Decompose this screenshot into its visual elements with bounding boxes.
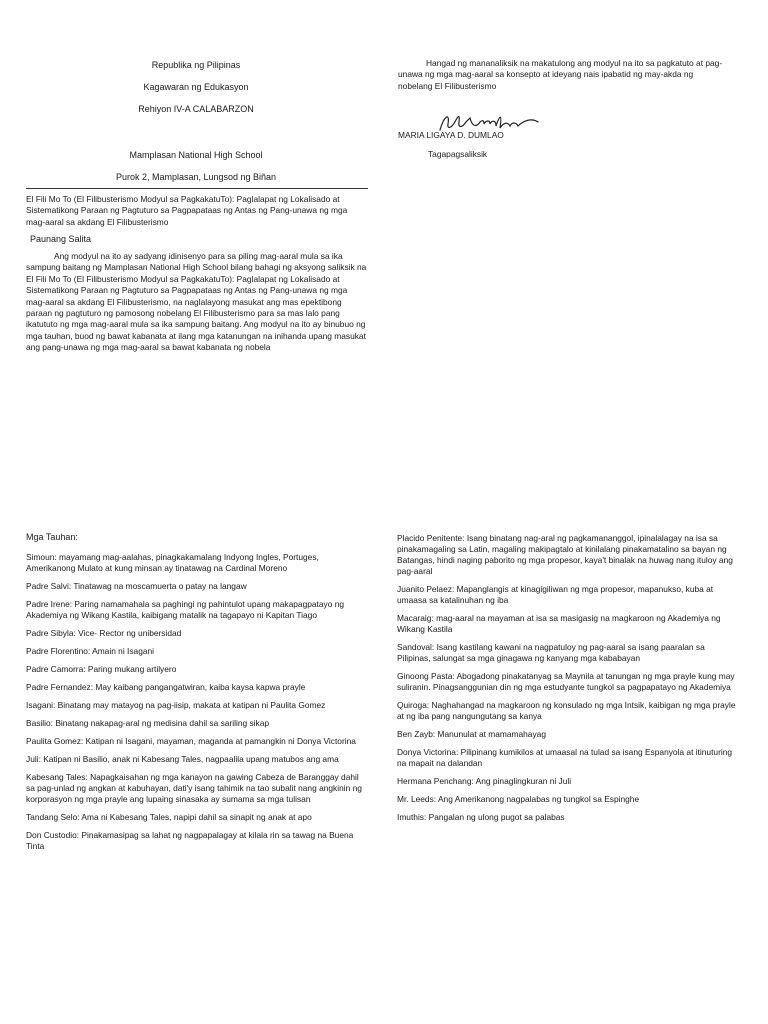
header-republic: Republika ng Pilipinas: [151, 60, 241, 70]
character-entry: Padre Fernandez: May kaibang pangangatwiran, kaiba kaysa kapwa prayle: [26, 682, 306, 692]
character-entry: Juli: Katipan ni Basilio, anak ni Kabesang Tales, nagpaalila upang matubos ang ama: [26, 754, 339, 764]
module-title: El Fili Mo To (El Filibusterismo Modyul sa PagkakatuTo): Paglalapat ng Lokalisado at Sistematikong Paraan ng Pagtuturo sa Pagpapataas ng Antas ng Pang-unawa ng mga mag-aaral sa akdang El Filibusterismo: [26, 194, 348, 227]
foreword-heading: Paunang Salita: [30, 234, 92, 244]
right-intro: Hangad ng mananaliksik na makatulong ang modyul na ito sa pagkatuto at pag-unawa ng mga mag-aaral sa konsepto at ideyang nais ipabatid ng may-akda ng nobelang El Filibusterismo: [398, 58, 723, 91]
signatory-role: Tagapagsaliksik: [428, 149, 488, 159]
character-entry: Sandoval: Isang kastilang kawani na nagpatuloy ng pag-aaral sa isang paaralan sa Pilipinas, salungat sa mga ginagawa ng kanyang mga kababayan: [397, 642, 705, 663]
characters-left-list: [26, 552, 368, 859]
header-school: Mamplasan National High School: [129, 150, 263, 160]
character-entry: Kabesang Tales: Napagkaisahan ng mga kanayon na gawing Cabeza de Baranggay dahil sa pag-unlad ng angkan at kabuhayan, dati'y isang tahimik na tao subalit nang angkinin ng korporasyon ng mga prayle ang lupaing sinasaka ay sumama sa mga tulisan: [26, 772, 362, 804]
signatory-name: MARIA LIGAYA D. DUMLAO: [398, 130, 504, 140]
character-entry: Paulita Gomez: Katipan ni Isagani, mayaman, maganda at pamangkin ni Donya Victorina: [26, 736, 356, 746]
header-divider: [26, 188, 368, 189]
character-entry: Hermana Penchang: Ang pinaglingkuran ni Juli: [397, 776, 572, 786]
character-entry: Placido Penitente: Isang binatang nag-aral ng pagkamananggol, ipinalalagay na isa sa pinakamagaling sa Latin, magaling makipagtalo at kinilalang pinakamatalino sa bayan ng Batangas, hindi naging paborito ng mga propesor, kaya't binalak na huwag nang ituloy ang pag-aaral: [397, 533, 733, 576]
header-department: Kagawaran ng Edukasyon: [143, 82, 249, 92]
character-entry: Donya Victorina: Pilipinang kumikilos at umaasal na tulad sa isang Espanyola at itinuturing na mapait na dalandan: [397, 747, 733, 768]
character-entry: Padre Florentino: Amain ni Isagani: [26, 646, 155, 656]
character-entry: Basilio: Binatang nakapag-aral ng medisina dahil sa sariling sikap: [26, 718, 270, 728]
characters-heading: Mga Tauhan:: [26, 532, 78, 542]
character-entry: Mr. Leeds: Ang Amerikanong nagpalabas ng tungkol sa Espinghe: [397, 794, 640, 804]
character-entry: Padre Camorra: Paring mukang artilyero: [26, 664, 177, 674]
foreword-body: Ang modyul na ito ay sadyang idinisenyo para sa piling mag-aaral mula sa ika sampung baitang ng Mamplasan National High School bilang bahagi ng aksyong saliksik na El Fili Mo To (El Filibusterismo Modyul sa PagkakatuTo): Paglalapat ng Lokalisado at Sistematikong Paraan ng Pagtuturo sa Pagpapataas ng Antas ng Pang-unawa ng mga mag-aaral sa akdang El Filibusterismo, na naglalayong masukat ang mas epektibong paraan ng pagtuturo ng pamosong nobelang El Filibusterismo para sa mas lalo pang ikatututo ng mga mag-aaral mula sa ika sampung baitang. Ang modyul na ito ay binubuo ng mga tauhan, buod ng bawat kabanata at ilang mga katanungan na inihanda upang masukat ang pang-unawa ng mga mag-aaral sa bawat kabanata ng nobela: [26, 251, 367, 353]
character-entry: Padre Salvi: Tinatawag na moscamuerta o patay na langaw: [26, 581, 247, 591]
character-entry: Don Custodio: Pinakamasipag sa lahat ng nagpapalagay at kilala rin sa tawag na Buena Tinta: [26, 830, 354, 851]
character-entry: Tandang Selo: Ama ni Kabesang Tales, napipi dahil sa sinapit ng anak at apo: [26, 812, 312, 822]
character-entry: Quiroga: Naghahangad na magkaroon ng konsulado ng mga Intsik, kaibigan ng mga prayle at ng iba pang nangungutang sa kanya: [397, 700, 736, 721]
character-entry: Simoun: mayamang mag-aalahas, pinagkakamalang Indyong Ingles, Portuges, Amerikanong Mulato at kung minsan ay tinatawag na Cardinal Moreno: [26, 552, 319, 573]
character-entry: Imuthis: Pangalan ng ulong pugot sa palabas: [397, 812, 565, 822]
character-entry: Isagani: Binatang may matayog na pag-iisip, makata at katipan ni Paulita Gomez: [26, 700, 326, 710]
character-entry: Padre Irene: Paring namamahala sa paghingi ng pahintulot upang makapagpatayo ng Akademiya ng Wikang Kastila, kaibigang matalik na tagapayo ni Kapitan Tiago: [26, 599, 345, 620]
character-entry: Juanito Pelaez: Mapanglangis at kinagigiliwan ng mga propesor, mapanukso, kuba at umaasa sa katalinuhan ng iba: [397, 584, 714, 605]
character-entry: Ben Zayb: Manunulat at mamamahayag: [397, 729, 546, 739]
character-entry: Padre Sibyla: Vice- Rector ng unibersidad: [26, 628, 182, 638]
header-address: Purok 2, Mamplasan, Lungsod ng Biñan: [115, 172, 277, 182]
character-entry: Macaraig: mag-aaral na mayaman at isa sa masigasig na magkaroon ng Akademiya ng Wikang Kastila: [397, 613, 721, 634]
characters-right-list: [397, 533, 737, 830]
header-region: Rehiyon IV-A CALABARZON: [138, 104, 254, 114]
character-entry: Ginoong Pasta: Abogadong pinakatanyag sa Maynila at tanungan ng mga prayle kung may suliranin. Pinagsanggunian din ng mga estudyante tungkol sa pagpapatayo ng Akademiya: [397, 671, 735, 692]
